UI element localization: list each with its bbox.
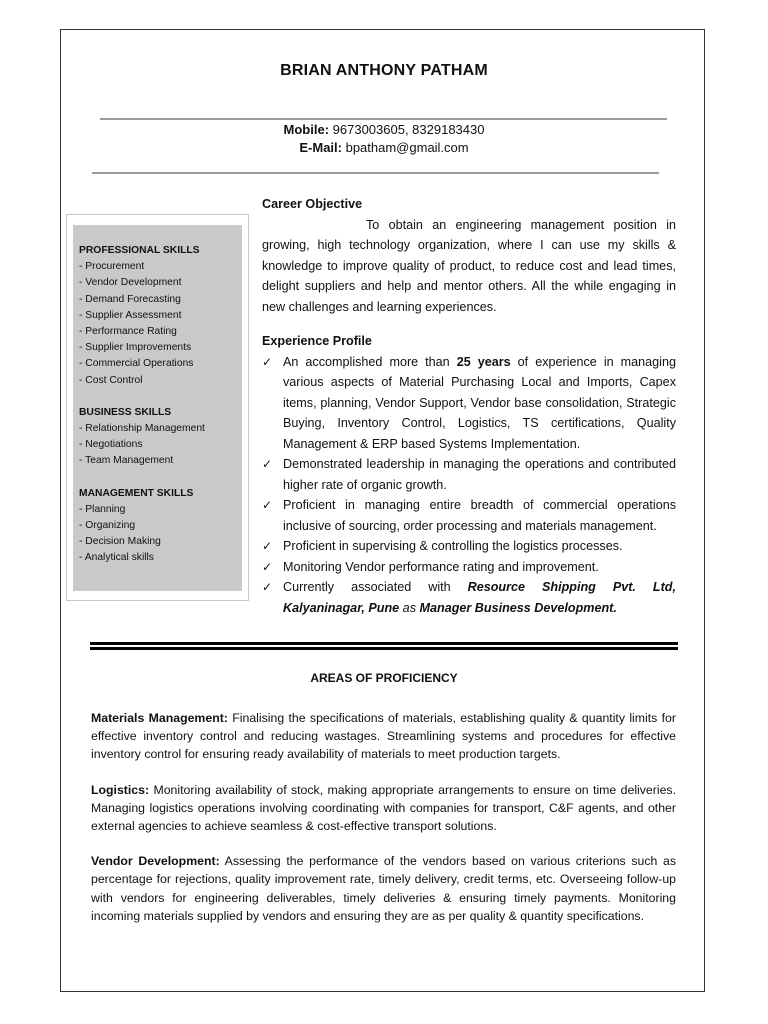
professional-skills	[79, 243, 242, 389]
list-item	[262, 536, 676, 557]
skills-sidebar	[66, 214, 249, 601]
experience-text: Demonstrated leadership in managing the operations and contributed higher rate of organic growth.	[283, 457, 676, 492]
check-icon: ✓	[262, 559, 273, 574]
area-materials-management	[91, 709, 676, 764]
areas-of-proficiency	[91, 709, 676, 942]
area-text: Assessing the performance of the vendors based on various criterions such as percentage for rejections, quality improvement rate, timely delivery, credit terms, etc. Overseeing follow-up with vendors for engineering deliverables, timely deliveries & ensuring timely payments. Monitoring incoming materials supplied by vendors and ensuring they are as per quality & quantity specifications.	[91, 854, 676, 923]
skill-item: - Supplier Improvements	[79, 342, 192, 354]
list-item	[262, 557, 676, 578]
skill-item: - Planning	[79, 503, 126, 515]
skill-item: - Relationship Management	[79, 423, 205, 435]
email-line	[0, 139, 768, 157]
business-skills	[79, 405, 242, 470]
main-column	[262, 194, 676, 618]
check-icon: ✓	[262, 498, 273, 512]
list-item	[262, 454, 676, 495]
header-divider-bottom	[92, 172, 659, 174]
current-company: Resource Shipping Pvt. Ltd, Kalyaninagar, Pune	[283, 580, 676, 615]
skill-item: - Team Management	[79, 455, 174, 467]
mobile-label: Mobile:	[283, 122, 330, 137]
mobile-value: 9673003605, 8329183430	[329, 122, 485, 137]
career-objective-text: To obtain an engineering management position in growing, high technology organization, where I can use my skills & knowledge to improve quality of product, to reduce cost and lead times, delight suppliers and help and mentor others. All the while engaging in new challenges and learning experiences.	[262, 217, 676, 314]
area-vendor-development	[91, 852, 676, 925]
career-objective-title: Career Objective	[262, 197, 363, 211]
experience-text: Monitoring Vendor performance rating and improvement.	[283, 559, 599, 574]
management-skills-heading: MANAGEMENT SKILLS	[79, 487, 194, 499]
area-label: Logistics:	[91, 782, 150, 797]
experience-text: of experience in managing various aspects of Material Purchasing Local and Imports, Capex items, planning, Vendor Support, Vendor base consolidation, Strategic Buying, Inventory Control, Logistics, TS certifications, Quality Management & ERP based Systems Implementation.	[283, 354, 676, 451]
experience-profile-title: Experience Profile	[262, 334, 372, 348]
experience-text: An accomplished more than	[283, 354, 457, 369]
area-label: Materials Management:	[91, 711, 228, 725]
skill-item: - Demand Forecasting	[79, 293, 181, 305]
list-item	[262, 352, 676, 455]
skill-item: - Procurement	[79, 261, 145, 273]
skill-item: - Commercial Operations	[79, 358, 194, 370]
skill-item: - Decision Making	[79, 536, 161, 548]
skill-item: - Analytical skills	[79, 552, 154, 564]
mobile-line	[0, 121, 768, 139]
experience-years: 25 years	[456, 354, 511, 369]
area-text: Monitoring availability of stock, making appropriate arrangements to ensure on time deliveries. Managing logistics operations involving coordinating with companies for transport, C&F agents, and other external agencies to achieve seamless & cost-effective transport solutions.	[91, 782, 676, 834]
check-icon: ✓	[262, 539, 273, 553]
management-skills	[79, 486, 242, 567]
area-logistics	[91, 781, 676, 836]
skill-item: - Supplier Assessment	[79, 309, 182, 321]
check-icon: ✓	[262, 354, 273, 369]
experience-text: Proficient in managing entire breadth of commercial operations inclusive of sourcing, order processing and materials management.	[283, 498, 676, 533]
email-value: bpatham@gmail.com	[341, 140, 469, 155]
check-icon: ✓	[262, 580, 273, 594]
experience-list	[262, 352, 676, 619]
area-label: Vendor Development:	[91, 854, 220, 869]
experience-text: Currently associated with	[283, 580, 468, 594]
current-role: Manager Business Development.	[419, 600, 617, 615]
professional-skills-heading: PROFESSIONAL SKILLS	[79, 245, 200, 256]
business-skills-heading: BUSINESS SKILLS	[79, 406, 172, 418]
skills-box	[73, 225, 242, 591]
header-divider-top	[100, 118, 667, 120]
candidate-name: BRIAN ANTHONY PATHAM	[280, 62, 488, 79]
skill-item: - Vendor Development	[79, 277, 182, 289]
check-icon: ✓	[262, 457, 273, 471]
experience-text: Proficient in supervising & controlling the logistics processes.	[283, 539, 623, 553]
skill-item: - Negotiations	[79, 439, 143, 451]
experience-text: as	[399, 600, 420, 615]
areas-of-proficiency-title: AREAS OF PROFICIENCY	[310, 671, 458, 685]
skill-item: - Performance Rating	[79, 326, 177, 338]
area-text: Finalising the specifications of materials, establishing quality & quantity limits for effective inventory control and reducing wastages. Streamlining systems and procedures for effective inventory control for ensuring ready availability of materials to meet production targets.	[91, 711, 676, 762]
email-label: E-Mail:	[299, 140, 342, 155]
skill-item: - Organizing	[79, 520, 136, 532]
section-divider-upper	[90, 642, 678, 645]
section-divider-lower	[90, 647, 678, 650]
contact-block	[0, 121, 768, 157]
list-item	[262, 577, 676, 618]
list-item	[262, 495, 676, 536]
skill-item: - Cost Control	[79, 374, 143, 386]
